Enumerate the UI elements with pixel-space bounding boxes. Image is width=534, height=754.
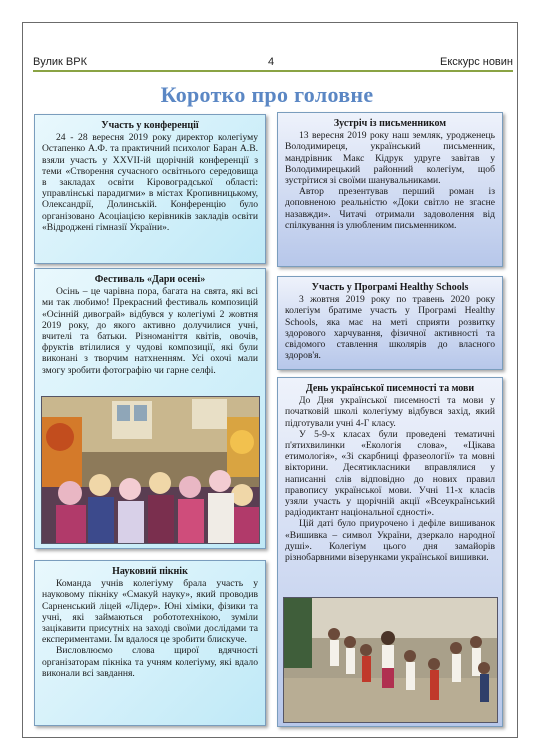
- article-paragraph: До Дня української писемності та мови у початковій школі колегіуму відбувся захід, який підготували учні 4-Г класу.: [285, 395, 495, 429]
- article-paragraph: 13 вересня 2019 року наш земляк, уродженець Володимиреця, український письменник, мандрівник Макс Кідрук удруге завітав у Володимирецький районний колегіум, щоб зустрітися зі своїми шанувальниками.: [285, 130, 495, 187]
- article-text: 24 - 28 вересня 2019 року директор колегіуму Остапенко А.Ф. та практичний психолог Баран А.В. взяли участь у XXVII-ій щорічній конференції з теми «Створення сучасного освітнього середовища в закладах освіти Кіровоградської області: управлінські парадигми» в містах Кропивницькому, Олександрії, Долинській. Конференцію було організовано Асоціацією керівників закладів освіти «Відроджені гімназії України».: [42, 132, 258, 233]
- article-title: Участь у конференції: [101, 120, 199, 131]
- article-writer-meeting: [277, 112, 503, 267]
- article-title: Зустріч із письменником: [333, 118, 447, 129]
- article-paragraph: Автор презентував перший роман із доповненою реальністю «Доки світло не згасне назавжди». Читачі отримали задоволення від спілкування із улюбленим письменником.: [285, 186, 495, 231]
- article-title: Науковий пікнік: [112, 566, 188, 577]
- festival-photo: [41, 396, 260, 544]
- page-title: Коротко про головне: [160, 82, 374, 107]
- article-paragraph: Висловлюємо слова щирої вдячності організаторам пікніка та учням колегіуму, які вдало виконали всі завдання.: [42, 645, 258, 679]
- article-paragraph: Команда учнів колегіуму брала участь у науковому пікніку «Смакуй науку», який проводив Сарненський ліцей «Лідер». Юні хіміки, фізики та учні, які займаються робототехнікою, зуміли зацікавити присутніх на заході своїми дослідами та експериментами. Їм вдалося це зробити блискуче.: [42, 578, 258, 646]
- article-paragraph: У 5-9-х класах були проведені тематичні п'ятихвилинки «Екологія слова», «Цікава етимологія», «Зі скарбниці фразеології» та мовні вікторини. Десятикласники вправлялися у написанні слів відповідно до нових правил правопису української мови. Учні 11-х класів узяли участь у щорічній акції «Всеукраїнський радіодиктант національної єдності».: [285, 428, 495, 519]
- article-text: Осінь – це чарівна пора, багата на свята, які всі ми так любимо! Прекрасний фестиваль композицій «Осінній дивограй» відбувся у колегіумі 2 жовтня 2019 року, до якого активно долучилися учні, вчителі та батьки. Різноманіття квітів, овочів, фруктів втілилися у чудові композиції, які були виконані з творчим натхненням. Усі охочі мали змогу зробити фотографію чи гарне селфі.: [42, 286, 258, 376]
- article-conference: [34, 114, 266, 264]
- article-paragraph: Цій даті було приурочено і дефіле вишиванок «Вишивка – символ України, дзеркало народної душі». Колегіум цього дня замайорів різнобарвними візерунками української вишивки.: [285, 518, 495, 564]
- vyshyvanka-parade-photo: [283, 597, 498, 723]
- newspaper-name: Вулик ВРК: [33, 56, 87, 68]
- article-title: Участь у Програмі Healthy Schools: [311, 282, 469, 293]
- article-title: День української писемності та мови: [305, 383, 475, 394]
- article-science-picnic: [34, 560, 266, 726]
- header-rule: [33, 70, 513, 72]
- article-title: Фестиваль «Дари осені»: [94, 274, 206, 285]
- section-name: Екскурс новин: [439, 56, 513, 68]
- article-text: 3 жовтня 2019 року по травень 2020 року колегіум братиме участь у Програмі Healthy Schools, яка має на меті сприяти розвитку здорового харчування, фізичної активності та свідомого ставлення школярів до власного здоров'я.: [285, 294, 495, 362]
- article-healthy-schools: [277, 276, 503, 370]
- page-number: 4: [268, 56, 275, 68]
